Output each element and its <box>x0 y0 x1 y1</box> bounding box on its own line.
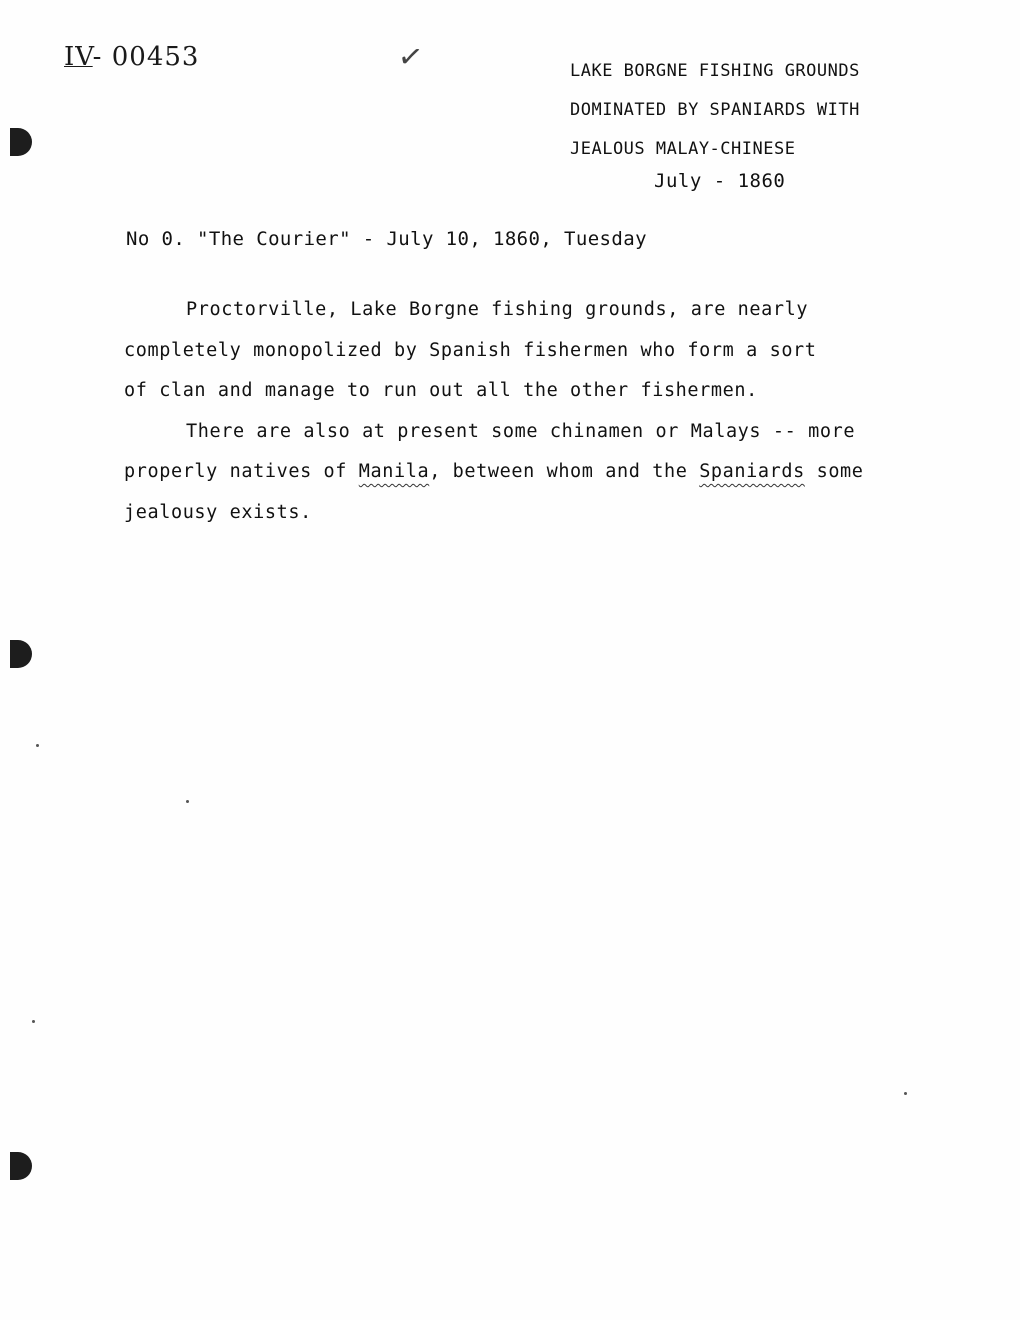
document-id-roman: IV <box>64 42 93 72</box>
underlined-manila: Manila <box>358 461 430 482</box>
paragraph-2-line-2 <box>124 452 894 493</box>
document-id <box>64 42 199 72</box>
headline-line-1: LAKE BORGNE FISHING GROUNDS <box>570 61 860 81</box>
document-id-separator: - <box>92 42 103 72</box>
paragraph-1-line-3: of clan and manage to run out all the other fishermen. <box>124 380 758 401</box>
headline-date: July - 1860 <box>654 170 786 192</box>
punch-hole-middle <box>10 640 32 668</box>
paragraph-2-line-1: There are also at present some chinamen or Malays -- more <box>186 420 856 442</box>
text-segment: , between whom and the <box>429 461 700 482</box>
punch-hole-top <box>10 128 32 156</box>
article-body <box>124 290 894 533</box>
text-segment: some <box>804 461 864 482</box>
check-mark-icon: ✓ <box>395 38 426 77</box>
text-segment: properly natives of <box>124 461 359 482</box>
headline <box>570 52 860 169</box>
paragraph-2-line-3: jealousy exists. <box>124 501 312 523</box>
scan-speck <box>36 744 39 747</box>
punch-hole-bottom <box>10 1152 32 1180</box>
paragraph-1-line-1: Proctorville, Lake Borgne fishing grounds, are nearly <box>186 299 809 320</box>
paragraph-1 <box>124 290 894 412</box>
source-citation: No 0. "The Courier" - July 10, 1860, Tuesday <box>126 228 647 250</box>
scan-speck <box>32 1020 35 1023</box>
headline-line-2: DOMINATED BY SPANIARDS WITH <box>570 100 860 120</box>
scan-speck <box>186 800 189 803</box>
paragraph-1-line-2: completely monopolized by Spanish fishermen who form a sort <box>124 339 817 361</box>
paragraph-2 <box>124 412 894 534</box>
underlined-spaniards: Spaniards <box>699 461 805 482</box>
headline-line-3: JEALOUS MALAY-CHINESE <box>570 139 796 159</box>
document-id-number: 00453 <box>111 42 200 72</box>
scan-speck <box>904 1092 907 1095</box>
